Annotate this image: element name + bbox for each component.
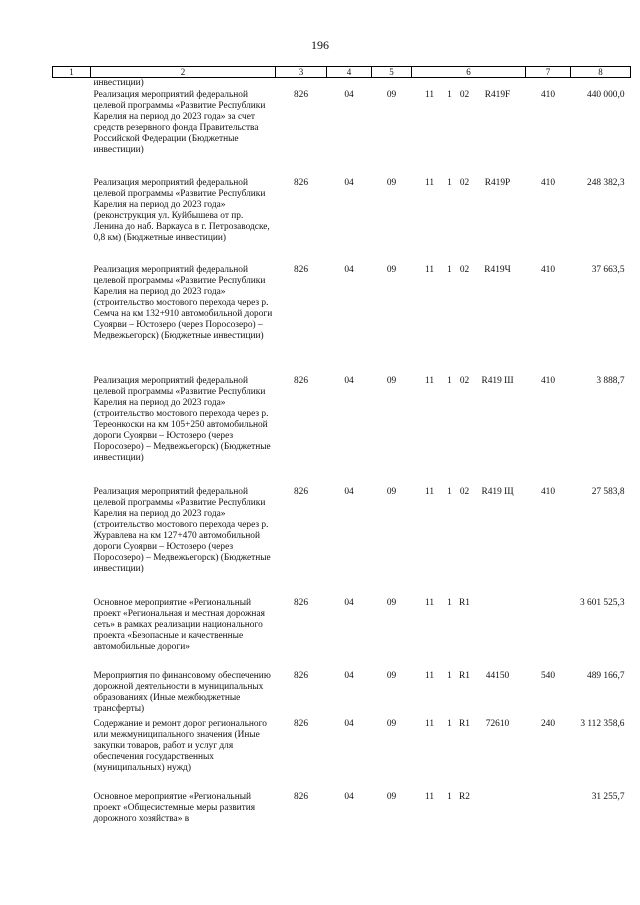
expense-type-cell — [526, 792, 571, 832]
row-number-cell — [53, 671, 91, 719]
ministry-code-cell: 826 — [293, 486, 309, 497]
ministry-code-cell: 826 — [293, 597, 309, 608]
target-article-part: 11 — [424, 89, 435, 100]
target-article-cell — [412, 487, 526, 598]
target-article-cell — [412, 265, 526, 376]
target-article-part: 11 — [424, 791, 435, 802]
amount-cell: 37 663,5 — [591, 264, 625, 275]
target-article-part: 11 — [424, 375, 435, 386]
target-article-part: 72610 — [485, 718, 510, 729]
description-cell: Основное мероприятие «Региональный проект «Общесистемные меры развития дорожного хозяйства» в — [93, 791, 256, 824]
ministry-code-cell: 826 — [293, 89, 309, 100]
row-number-cell — [53, 265, 91, 376]
target-article-part: R1 — [459, 670, 470, 681]
target-article-part: R2 — [459, 791, 470, 802]
description-cell: Реализация мероприятий федеральной целевой программы «Развитие Республики Карелия на период до 2023 года» (строительство мостового перехода через р. Журавлева на км 127+470 автомобильной дороги Суоярви – Юстозеро (через Поросозеро) – Медвежьегорск) (Бюджетные инвестиции) — [93, 486, 271, 574]
expense-type-cell — [526, 598, 571, 671]
target-article-cell — [412, 792, 526, 832]
target-article-cell — [412, 671, 526, 719]
target-article-part: 11 — [424, 177, 435, 188]
expense-type-cell: 410 — [540, 177, 556, 188]
row-number-cell — [53, 90, 91, 178]
target-article-part: 44150 — [485, 670, 510, 681]
page-number: 196 — [311, 38, 329, 52]
ministry-code-cell: 826 — [293, 177, 309, 188]
target-article-part: 1 — [447, 670, 452, 681]
target-article-part: 02 — [459, 264, 470, 275]
section-code-cell — [327, 78, 372, 90]
amount-cell: 440 000,0 — [587, 89, 625, 100]
target-article-part: 1 — [447, 791, 452, 802]
table-body — [53, 78, 631, 832]
target-article-part: 02 — [459, 375, 470, 386]
header-cell: 8 — [571, 67, 631, 78]
target-article-cell — [412, 598, 526, 671]
description-cell: Мероприятия по финансовому обеспечению дорожной деятельности в муниципальных образованиях (Иные межбюджетные трансферты) — [93, 670, 271, 714]
target-article-part: R419 Ш — [481, 375, 514, 386]
row-number-cell — [53, 487, 91, 598]
target-article-part: 02 — [459, 89, 470, 100]
subsection-code-cell: 09 — [386, 486, 397, 497]
target-article-cell — [412, 178, 526, 265]
target-article-cell — [412, 376, 526, 487]
header-cell: 4 — [327, 67, 372, 78]
target-article-cell — [412, 90, 526, 178]
subsection-code-cell: 09 — [386, 597, 397, 608]
header-cell: 3 — [276, 67, 327, 78]
row-number-cell — [53, 78, 91, 90]
section-code-cell: 04 — [344, 791, 354, 802]
header-cell: 1 — [53, 67, 91, 78]
description-cell: Реализация мероприятий федеральной целевой программы «Развитие Республики Карелия на период до 2023 года» (строительство мостового перехода через р. Семча на км 132+910 автомобильной дороги Суоярви – Юстозеро (через Поросозеро) – Медвежьегорск) (Бюджетные инвестиции) — [93, 264, 273, 341]
ministry-code-cell: 826 — [293, 670, 309, 681]
target-article-part: 02 — [459, 486, 470, 497]
table-row — [53, 265, 631, 376]
target-article-part: 1 — [447, 89, 452, 100]
target-article-part: R419 Щ — [481, 486, 514, 497]
subsection-code-cell: 09 — [386, 89, 397, 100]
section-code-cell: 04 — [344, 177, 354, 188]
section-code-cell: 04 — [344, 718, 354, 729]
table-row — [53, 376, 631, 487]
description-cell: Реализация мероприятий федеральной целевой программы «Развитие Республики Карелия на период до 2023 года» (строительство мостового перехода через р. Тереонкоски на км 105+250 автомобильной дороги Суоярви – Юстозеро (через Поросозеро) – Медвежьегорск) (Бюджетные инвестиции) — [93, 375, 271, 463]
expense-type-cell: 410 — [540, 264, 556, 275]
target-article-part: R419Ч — [484, 264, 511, 275]
ministry-code-cell: 826 — [293, 791, 309, 802]
ministry-code-cell: 826 — [293, 375, 309, 386]
target-article-part: 1 — [447, 264, 452, 275]
target-article-part: 11 — [424, 486, 435, 497]
row-number-cell — [53, 178, 91, 265]
subsection-code-cell: 09 — [386, 791, 397, 802]
row-number-cell — [53, 719, 91, 792]
ministry-code-cell: 826 — [293, 264, 309, 275]
description-cell: инвестиции) — [93, 78, 144, 88]
description-cell: Реализация мероприятий федеральной целевой программы «Развитие Республики Карелия на период до 2023 года» (реконструкция ул. Куйбышева от пр. Ленина до наб. Варкауса в г. Петрозаводске, 0,8 км) (Бюджетные инвестиции) — [93, 177, 270, 243]
description-cell: Содержание и ремонт дорог регионального или межмуниципального значения (Иные закупки товаров, работ и услуг для обеспечения государственных (муниципальных) нужд) — [93, 718, 267, 773]
table-row — [53, 90, 631, 178]
target-article-part: 11 — [424, 597, 435, 608]
subsection-code-cell: 09 — [386, 264, 397, 275]
section-code-cell: 04 — [344, 264, 354, 275]
section-code-cell: 04 — [344, 670, 354, 681]
subsection-code-cell: 09 — [386, 718, 397, 729]
section-code-cell: 04 — [344, 375, 354, 386]
subsection-code-cell — [372, 78, 412, 90]
target-article-cell — [412, 719, 526, 792]
target-article-part: 02 — [459, 177, 470, 188]
target-article-part: 1 — [447, 597, 452, 608]
ministry-code-cell: 826 — [293, 718, 309, 729]
target-article-part: R419F — [484, 89, 511, 100]
budget-table — [52, 66, 631, 832]
row-number-cell — [53, 598, 91, 671]
column-number-header — [53, 67, 631, 78]
expense-type-cell: 540 — [540, 670, 556, 681]
expense-type-cell: 410 — [540, 89, 556, 100]
table-row — [53, 792, 631, 832]
row-number-cell — [53, 792, 91, 832]
section-code-cell: 04 — [344, 89, 354, 100]
target-article-cell — [412, 78, 526, 90]
amount-cell: 27 583,8 — [591, 486, 625, 497]
amount-cell: 3 112 358,6 — [580, 718, 625, 729]
header-cell: 5 — [372, 67, 412, 78]
table-row — [53, 178, 631, 265]
description-cell: Основное мероприятие «Региональный проект «Региональная и местная дорожная сеть» в рамках реализации национального проекта «Безопасные и качественные автомобильные дороги» — [93, 597, 265, 652]
row-number-cell — [53, 376, 91, 487]
target-article-part: 1 — [447, 486, 452, 497]
amount-cell: 3 888,7 — [596, 375, 625, 386]
target-article-part: R419P — [484, 177, 511, 188]
table-row — [53, 719, 631, 792]
subsection-code-cell: 09 — [386, 375, 397, 386]
subsection-code-cell: 09 — [386, 670, 397, 681]
amount-cell: 248 382,3 — [587, 177, 625, 188]
target-article-part: R1 — [459, 597, 470, 608]
table-row — [53, 598, 631, 671]
section-code-cell: 04 — [344, 486, 354, 497]
target-article-part: R1 — [459, 718, 470, 729]
description-cell: Реализация мероприятий федеральной целевой программы «Развитие Республики Карелия на период до 2023 года» за счет средств резервного фонда Правительства Российской Федерации (Бюджетные инвестиции) — [93, 89, 266, 155]
header-cell: 6 — [412, 67, 526, 78]
amount-cell: 489 166,7 — [587, 670, 625, 681]
target-article-part: 11 — [424, 670, 435, 681]
expense-type-cell — [526, 78, 571, 90]
table-row — [53, 671, 631, 719]
section-code-cell: 04 — [344, 597, 354, 608]
target-article-part: 1 — [447, 718, 452, 729]
subsection-code-cell: 09 — [386, 177, 397, 188]
target-article-part: 11 — [424, 264, 435, 275]
header-cell: 2 — [91, 67, 276, 78]
table-row — [53, 487, 631, 598]
amount-cell: 3 601 525,3 — [579, 597, 625, 608]
target-article-part: 1 — [447, 375, 452, 386]
ministry-code-cell — [276, 78, 327, 90]
target-article-part: 11 — [424, 718, 435, 729]
amount-cell — [571, 78, 631, 90]
table-row — [53, 78, 631, 90]
expense-type-cell: 240 — [540, 718, 556, 729]
target-article-part: 1 — [447, 177, 452, 188]
expense-type-cell: 410 — [540, 486, 556, 497]
header-cell: 7 — [526, 67, 571, 78]
amount-cell: 31 255,7 — [591, 791, 625, 802]
expense-type-cell: 410 — [540, 375, 556, 386]
